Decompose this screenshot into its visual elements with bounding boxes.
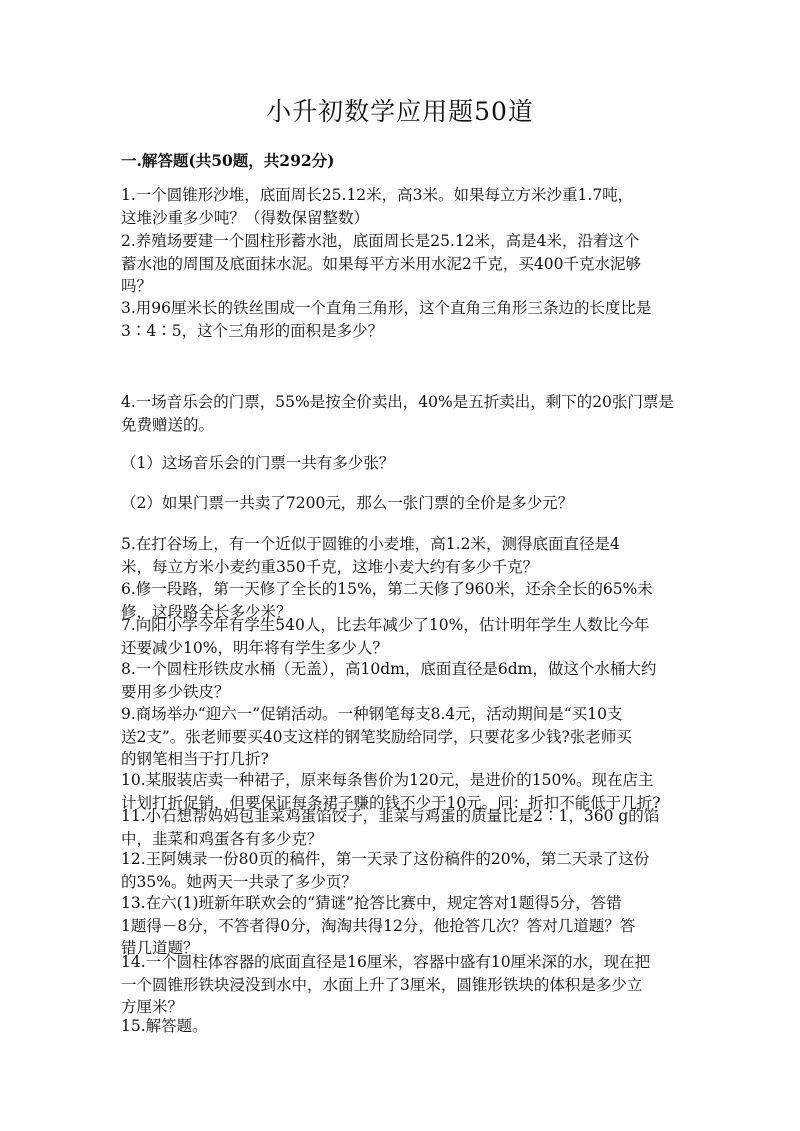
question-line: 方厘米？ — [121, 998, 184, 1016]
question-line: 这堆沙重多少吨？（得数保留整数） — [121, 208, 370, 227]
question-4 — [121, 391, 691, 436]
question-14 — [121, 951, 691, 1019]
question-line: 6.修一段路，第一天修了全长的15%，第二天修了960米，还余全长的65%未 — [121, 580, 653, 598]
question-line: 吗？ — [121, 277, 153, 295]
question-line: 的35%。她两天一共录了多少页？ — [121, 872, 357, 891]
question-line: 要用多少铁皮？ — [121, 682, 230, 701]
question-line: 10.某服装店卖一种裙子，原来每条售价为120元，是进价的150%。现在店主 — [121, 771, 654, 789]
question-15 — [121, 1015, 691, 1038]
question-line: 中，韭菜和鸡蛋各有多少克？ — [121, 829, 323, 848]
question-line: 9.商场举办“迎六一”促销活动。一种钢笔每支8.4元，活动期间是“买10支 — [121, 705, 623, 723]
question-line: 8.一个圆柱形铁皮水桶（无盖），高10dm，底面直径是6dm，做这个水桶大约 — [121, 660, 657, 678]
question-line: 15.解答题。 — [121, 1017, 208, 1035]
question-line: 蓄水池的周围及底面抹水泥。如果每平方米用水泥2千克，买400千克水泥够 — [121, 254, 641, 273]
question-line: 的钢笔相当于打几折? — [121, 750, 269, 768]
question-4-part-2 — [121, 492, 691, 515]
question-7 — [121, 614, 691, 659]
question-line: 1.一个圆锥形沙堆，底面周长25.12米，高3米。如果每立方米沙重1.7吨， — [121, 186, 634, 204]
question-11 — [121, 805, 691, 850]
question-line: 7.向阳小学今年有学生540人，比去年减少了10%，估计明年学生人数比今年 — [121, 616, 650, 634]
page-title: 小升初数学应用题50道 — [266, 97, 534, 126]
question-line: 一个圆锥形铁块浸没到水中，水面上升了3厘米，圆锥形铁块的体积是多少立 — [121, 975, 643, 994]
question-line: 1题得－8分，不答者得0分，淘淘共得12分，他抢答几次？答对几道题？答 — [121, 916, 636, 935]
question-line: 12.王阿姨录一份80页的稿件，第一天录了这份稿件的20%，第二天录了这份 — [121, 850, 650, 868]
question-line: 11.小石想帮妈妈包韭菜鸡蛋馅饺子，韭菜与鸡蛋的质量比是2∶1，360 g的馅 — [121, 807, 660, 825]
question-line: 米，每立方米小麦约重350千克，这堆小麦大约有多少千克？ — [121, 557, 539, 576]
question-line: 5.在打谷场上，有一个近似于圆锥的小麦堆，高1.2米，测得底面直径是4 — [121, 535, 620, 553]
question-line: 13.在六(1)班新年联欢会的“猜谜”抢答比赛中，规定答对1题得5分，答错 — [121, 894, 622, 912]
question-line: 修，这段路全长多少米？ — [121, 602, 292, 621]
question-13 — [121, 892, 691, 960]
question-line: 14.一个圆柱体容器的底面直径是16厘米，容器中盛有10厘米深的水，现在把 — [121, 953, 651, 971]
question-line: 4.一场音乐会的门票，55%是按全价卖出，40%是五折卖出，剩下的20张门票是 — [121, 393, 674, 411]
question-line: 错几道题？ — [121, 939, 199, 957]
question-4-part-1 — [121, 452, 691, 475]
section-heading: 一.解答题(共50题，共292分) — [121, 151, 335, 170]
question-line: 计划打折促销，但要保证每条裙子赚的钱不少于10元。问：折扣不能低于几折? — [121, 793, 661, 812]
question-line: 送2支”。张老师要买40支这样的钢笔奖励给同学，只要花多少钱?张老师买 — [121, 727, 632, 746]
question-12 — [121, 848, 691, 893]
question-line: 2.养殖场要建一个圆柱形蓄水池，底面周长是25.12米，高是4米，沿着这个 — [121, 232, 640, 250]
question-3 — [121, 297, 691, 342]
question-9 — [121, 703, 691, 771]
question-line: （2）如果门票一共卖了7200元，那么一张门票的全价是多少元？ — [121, 494, 574, 512]
question-line: 3.用96厘米长的铁丝围成一个直角三角形，这个直角三角形三条边的长度比是 — [121, 299, 652, 317]
question-line: 还要减少10%，明年将有学生多少人？ — [121, 638, 388, 657]
question-5 — [121, 533, 691, 578]
question-8 — [121, 658, 691, 703]
question-line: 免费赠送的。 — [121, 415, 215, 434]
question-line: 3∶4∶5，这个三角形的面积是多少？ — [121, 321, 384, 340]
question-2 — [121, 230, 691, 298]
question-line: （1）这场音乐会的门票一共有多少张？ — [121, 454, 395, 472]
question-1 — [121, 184, 691, 229]
